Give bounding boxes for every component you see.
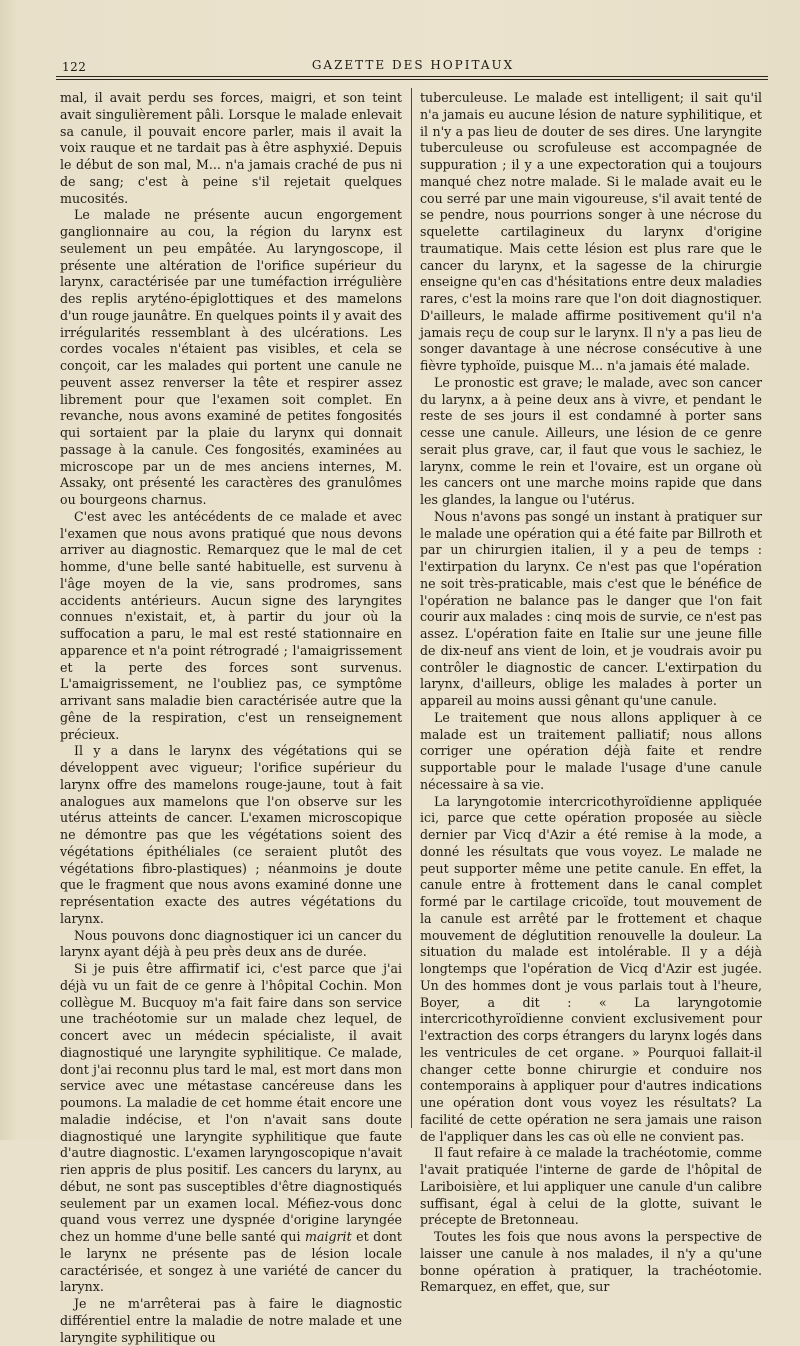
right-column — [420, 90, 762, 1295]
paragraph: Nous n'avons pas songé un instant à pratiquer sur le malade une opération qui a été faite par Billroth et par un chirurgien italien, il y a peu de temps : l'extirpation du larynx. Ce n'est pas que l'opération ne soit très-praticable, mais c'est que le bénéfice de l'opération ne balance pas le danger que l'on fait courir aux malades : cinq mois de survie, ce n'est pas assez. L'opération faite en Italie sur une jeune fille de dix-neuf ans vient de loin, et je voudrais avoir pu contrôler le diagnostic de cancer. L'extirpation du larynx, d'ailleurs, oblige les malades à porter un appareil au moins aussi gênant qu'une canule. — [420, 508, 762, 708]
paragraph: mal, il avait perdu ses forces, maigri, et son teint avait singulièrement pâli. Lorsque le malade enlevait sa canule, il pouvait encore parler, mais il avait la voix rauque et ne tardait pas à être asphyxié. Depuis le début de son mal, M... n'a jamais craché de pus ni de sang; c'est à peine s'il rejetait quelques mucosités. — [60, 90, 402, 206]
header-rule — [56, 76, 768, 77]
header-rule-double — [56, 79, 768, 80]
page-number: 122 — [62, 60, 87, 74]
paragraph: tuberculeuse. Le malade est intelligent; il sait qu'il n'a jamais eu aucune lésion de nature syphilitique, et il n'y a pas lieu de douter de ses dires. Une laryngite tuberculeuse ou scrofuleuse est accompagnée de suppuration ; il y a une expectoration qui a toujours manqué chez notre malade. Si le malade avait eu le cou serré par une main vigoureuse, s'il avait tenté de se pendre, nous pourrions songer à une nécrose du squelette cartilagineux du larynx d'origine traumatique. Mais cette lésion est plus rare que le cancer du larynx, et la sagesse de la chirurgie enseigne qu'en cas d'hésitations entre deux maladies rares, c'est la moins rare que l'on doit diagnostiquer. D'ailleurs, le malade affirme positivement qu'il n'a jamais reçu de coup sur le larynx. Il n'y a pas lieu de songer davantage à une nécrose consécutive à une fièvre typhoïde, puisque M... n'a jamais été malade. — [420, 90, 762, 373]
paragraph: Il y a dans le larynx des végétations qui se développent avec vigueur; l'orifice supérieur du larynx offre des mamelons rouge-jaune, tout à fait analogues aux mamelons que l'on observe sur les utérus atteints de cancer. L'examen microscopique ne démontre pas que les végétations soient des végétations épithéliales (ce seraient plutôt des végétations fibro-plastiques) ; néanmoins je doute que le fragment que nous avons examiné donne une représentation exacte des autres végétations du larynx. — [60, 743, 402, 926]
italic-word: maigrit — [305, 1229, 352, 1244]
paragraph: C'est avec les antécédents de ce malade et avec l'examen que nous avons pratiqué que nous devons arriver au diagnostic. Remarquez que le mal de cet homme, d'une belle santé habituelle, est survenu à l'âge moyen de la vie, sans prodromes, sans accidents antérieurs. Aucun signe des laryngites connues n'existait, et, à partir du jour où la suffocation a paru, le mal est resté stationnaire en apparence et n'a point rétrogradé ; l'amaigrissement et la perte des forces sont survenus. L'amaigrissement, ne l'oubliez pas, ce symptôme arrivant sans maladie bien caractérisée autre que la gêne de la respiration, c'est un renseignement précieux. — [60, 508, 402, 742]
paragraph-text: Si je puis être affirmatif ici, c'est parce que j'ai déjà vu un fait de ce genre à l'hôpital Cochin. Mon collègue M. Bucquoy m'a fait faire dans son service une trachéotomie sur un malade chez lequel, de concert avec un médecin spécialiste, il avait diagnostiqué une laryngite syphilitique. Ce malade, dont j'ai reconnu plus tard le mal, est mort dans mon service avec une métastase cancéreuse dans les poumons. La maladie de cet homme était encore une maladie indécise, et l'on n'avait sans doute diagnostiqué une laryngite syphilitique que faute d'autre diagnostic. L'examen laryngoscopique n'avait rien appris de plus positif. Les cancers du larynx, au début, ne sont pas susceptibles d'être diagnostiqués seulement par un examen local. Méfiez-vous donc quand vous verrez une dyspnée d'origine laryngée chez un homme d'une belle santé qui — [60, 961, 402, 1244]
paragraph: Je ne m'arrêterai pas à faire le diagnostic différentiel entre la maladie de notre malade et une laryngite syphilitique ou — [60, 1296, 402, 1345]
paragraph: Le pronostic est grave; le malade, avec son cancer du larynx, a à peine deux ans à vivre, et pendant le reste de ses jours il est condamné à porter sans cesse une canule. Ailleurs, une lésion de ce genre serait plus grave, car, il faut que vous le sachiez, le larynx, comme le rein et l'ovaire, est un organe où les cancers ont une marche moins rapide que dans les glandes, la langue ou l'utérus. — [420, 374, 762, 507]
column-divider — [411, 88, 412, 1128]
paragraph: Le malade ne présente aucun engorgement ganglionnaire au cou, la région du larynx est seulement un peu empâtée. Au laryngoscope, il présente une altération de l'orifice supérieur du larynx, caractérisée par une tuméfaction irrégulière des replis aryténo-épiglottiques et des mamelons d'un rouge jaunâtre. En quelques points il y avait des irrégularités ressemblant à des ulcérations. Les cordes vocales n'étaient pas visibles, et cela se conçoit, car les malades qui portent une canule ne peuvent assez renverser la tête et respirer assez librement pour que l'examen soit complet. En revanche, nous avons examiné de petites fongosités qui sortaient par la plaie du larynx qui donnait passage à la canule. Ces fongosités, examinées au microscope par un de mes anciens internes, M. Assaky, ont présenté les caractères des granulômes ou bourgeons charnus. — [60, 207, 402, 507]
journal-title: GAZETTE DES HOPITAUX — [311, 58, 515, 72]
left-column — [60, 90, 402, 1345]
paragraph: Le traitement que nous allons appliquer à ce malade est un traitement palliatif; nous allons corriger une opération déjà faite et rendre supportable pour le malade l'usage d'une canule nécessaire à sa vie. — [420, 709, 762, 792]
paragraph: La laryngotomie intercricothyroïdienne appliquée ici, parce que cette opération proposée au siècle dernier par Vicq d'Azir a été remise à la mode, a donné les résultats que vous voyez. Le malade ne peut supporter même une petite canule. En effet, la canule entre à frottement dans le canal complet formé par le cartilage cricoïde, tout mouvement de la canule est arrêté par le frottement et chaque mouvement de déglutition renouvelle la douleur. La situation du malade est intolérable. Il y a déjà longtemps que l'opération de Vicq d'Azir est jugée. Un des hommes dont je vous parlais tout à l'heure, Boyer, a dit : « La laryngotomie intercricothyroïdienne convient exclusivement pour l'extraction des corps étrangers du larynx logés dans les ventricules de cet organe. » Pourquoi fallait-il changer cette bonne chirurgie et conduire nos contemporains à appliquer pour d'autres indications une opération dont vous voyez les résultats? La facilité de cette opération ne sera jamais une raison de l'appliquer dans les cas où elle ne convient pas. — [420, 793, 762, 1144]
paragraph: Il faut refaire à ce malade la trachéotomie, comme l'avait pratiquée l'interne de garde de l'hôpital de Lariboisière, et lui appliquer une canule d'un calibre suffisant, égal à celui de la glotte, suivant le précepte de Bretonneau. — [420, 1145, 762, 1228]
paragraph-text-continued: et dont le larynx ne présente pas de lésion locale caractérisée, et songez à une variété de cancer du larynx. — [60, 1229, 402, 1295]
paragraph: Toutes les fois que nous avons la perspective de laisser une canule à nos malades, il n'y a qu'une bonne opération à pratiquer, la trachéotomie. Remarquez, en effet, que, sur — [420, 1229, 762, 1295]
paragraph-with-italic — [60, 961, 402, 1296]
page-header — [56, 58, 770, 78]
paragraph: Nous pouvons donc diagnostiquer ici un cancer du larynx ayant déjà à peu près deux ans de durée. — [60, 927, 402, 960]
